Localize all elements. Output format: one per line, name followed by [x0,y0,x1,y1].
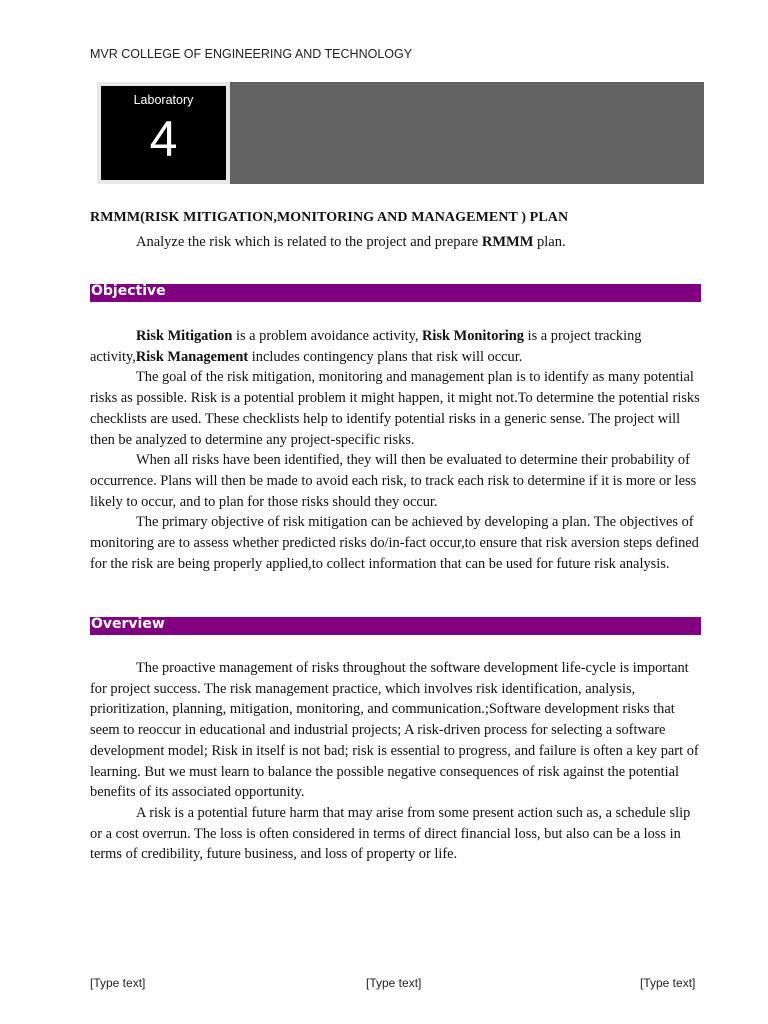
objective-heading-bar [90,284,701,302]
subtitle-text-end: plan. [533,234,566,250]
document-subtitle [136,234,566,251]
subtitle-bold: RMMM [481,234,534,250]
objective-p1-text-3: includes contingency plans that risk will occur. [248,348,523,365]
objective-paragraph-3: When all risks have been identified, they will then be evaluated to determine their probability of occurrence. Plans will then be made to avoid each risk, to track each risk to determine if it is more or less likely to occur, and to plan for those risks should they occur. [90,452,697,510]
page-header-college: MVR COLLEGE OF ENGINEERING AND TECHNOLOGY [90,47,413,61]
term-risk-monitoring: Risk Monitoring [422,328,524,344]
objective-paragraph-2: The goal of the risk mitigation, monitoring and management plan is to identify as many potential risks as possible. Risk is a potential problem it might happen, it might not.To determine the potential risks checklists are used. These checklists help to identify potential risks in a generic sense. The project will then be analyzed to determine any project-specific risks. [90,369,700,448]
lab-title-band [230,82,704,184]
overview-paragraph-2: A risk is a potential future harm that may arise from some present action such as, a schedule slip or a cost overrun. The loss is often considered in terms of direct financial loss, but also can be a loss in terms of credibility, future business, and loss of property or life. [90,804,691,863]
overview-paragraph-1: The proactive management of risks throughout the software development life-cycle is important for project success. The risk management practice, which involves risk identification, analysis, prioritization, planning, mitigation, monitoring, and communication.;Software development risks that seem to reoccur in educational and industrial projects; A risk-driven process for selecting a software development model; Risk in itself is not bad; risk is essential to progress, and failure is often a key part of learning. But we must learn to balance the possible negative consequences of risk against the potential benefits of its associated opportunity. [90,660,699,801]
term-risk-mitigation: Risk Mitigation [136,328,233,344]
objective-body [90,326,702,574]
footer-right: [Type text] [640,976,696,990]
objective-heading: Objective [91,283,166,299]
objective-p1-text-2: is a project tracking activity, [90,328,642,365]
lab-label: Laboratory [133,93,194,107]
document-title: RMMM(RISK MITIGATION,MONITORING AND MANAGEMENT ) PLAN [90,210,569,225]
lab-number-box [101,86,226,180]
footer-center: [Type text] [366,976,422,990]
overview-body [90,658,702,865]
objective-paragraph-4: The primary objective of risk mitigation can be achieved by developing a plan. The objectives of monitoring are to assess whether predicted risks do/in-fact occur,to ensure that risk aversion steps defined for the risk are being properly applied,to collect information that can be used for future risk analysis. [90,514,699,572]
overview-heading: Overview [91,616,165,632]
subtitle-text: Analyze the risk which is related to the project and prepare [136,234,482,250]
term-risk-management: Risk Management [135,348,249,365]
overview-heading-bar [90,617,701,635]
objective-p1-text-1: is a problem avoidance activity, [232,328,423,344]
footer-left: [Type text] [90,976,146,990]
objective-paragraph-1 [90,326,702,367]
lab-number: 4 [149,111,178,167]
